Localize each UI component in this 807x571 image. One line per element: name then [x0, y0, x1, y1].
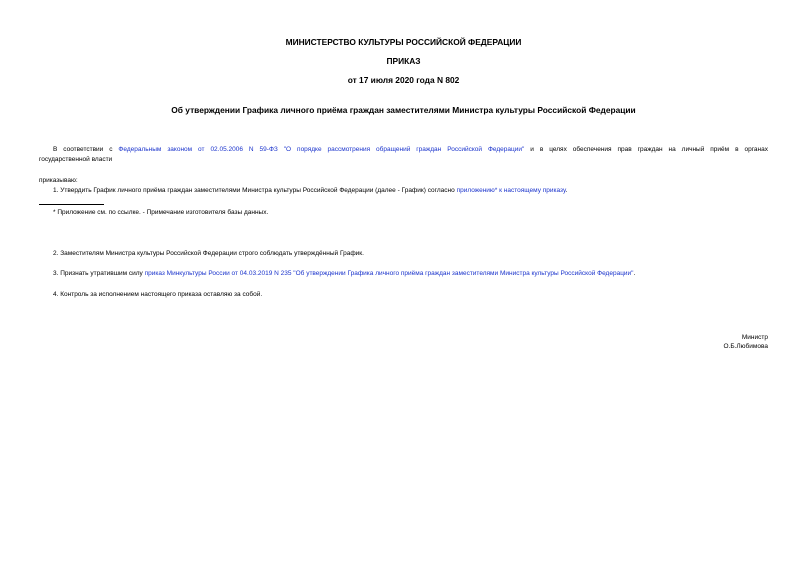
document-type: ПРИКАЗ — [386, 56, 421, 66]
item-3 — [53, 269, 635, 278]
item-2: 2. Заместителям Министра культуры Российской Федерации строго соблюдать утверждённый График. — [53, 250, 364, 257]
item-3-suffix: . — [633, 270, 636, 277]
preamble-suffix: и в целях обеспечения прав граждан на личный приём в органах — [524, 146, 768, 153]
footnote: * Приложение см. по ссылке. - Примечание изготовителя базы данных. — [53, 209, 269, 216]
footnote-divider — [39, 204, 104, 205]
document-date-number: от 17 июля 2020 года N 802 — [347, 75, 460, 85]
preamble-line-2: государственной власти — [39, 156, 113, 163]
item-1 — [53, 186, 567, 195]
ministry-heading: МИНИСТЕРСТВО КУЛЬТУРЫ РОССИЙСКОЙ ФЕДЕРАЦИИ — [285, 37, 522, 47]
appendix-link[interactable]: приложению* к настоящему приказу — [456, 187, 566, 194]
preamble-line-1 — [39, 145, 768, 154]
item-4: 4. Контроль за исполнением настоящего приказа оставляю за собой. — [53, 291, 263, 298]
federal-law-link[interactable]: Федеральным законом от 02.05.2006 N 59-ФЗ "О порядке рассмотрения обращений граждан Российской Федерации" — [118, 146, 525, 153]
signature-name: О.Б.Любимова — [723, 343, 768, 350]
document-title: Об утверждении Графика личного приёма граждан заместителями Министра культуры Российской Федерации — [171, 105, 636, 115]
signature-position: Министр — [741, 334, 768, 341]
item-1-suffix: . — [565, 187, 568, 194]
item-3-text: 3. Признать утратившим силу — [53, 270, 145, 277]
repealed-order-link[interactable]: приказ Минкультуры России от 04.03.2019 N 235 "Об утверждении Графика личного приёма граждан заместителями Министра культуры Российской Федерации" — [144, 270, 634, 277]
item-1-text: 1. Утвердить График личного приёма граждан заместителями Министра культуры Российской Федерации (далее - График) согласно — [53, 187, 457, 194]
preamble-prefix: В соответствии с — [53, 146, 119, 153]
order-word: приказываю: — [39, 177, 78, 184]
